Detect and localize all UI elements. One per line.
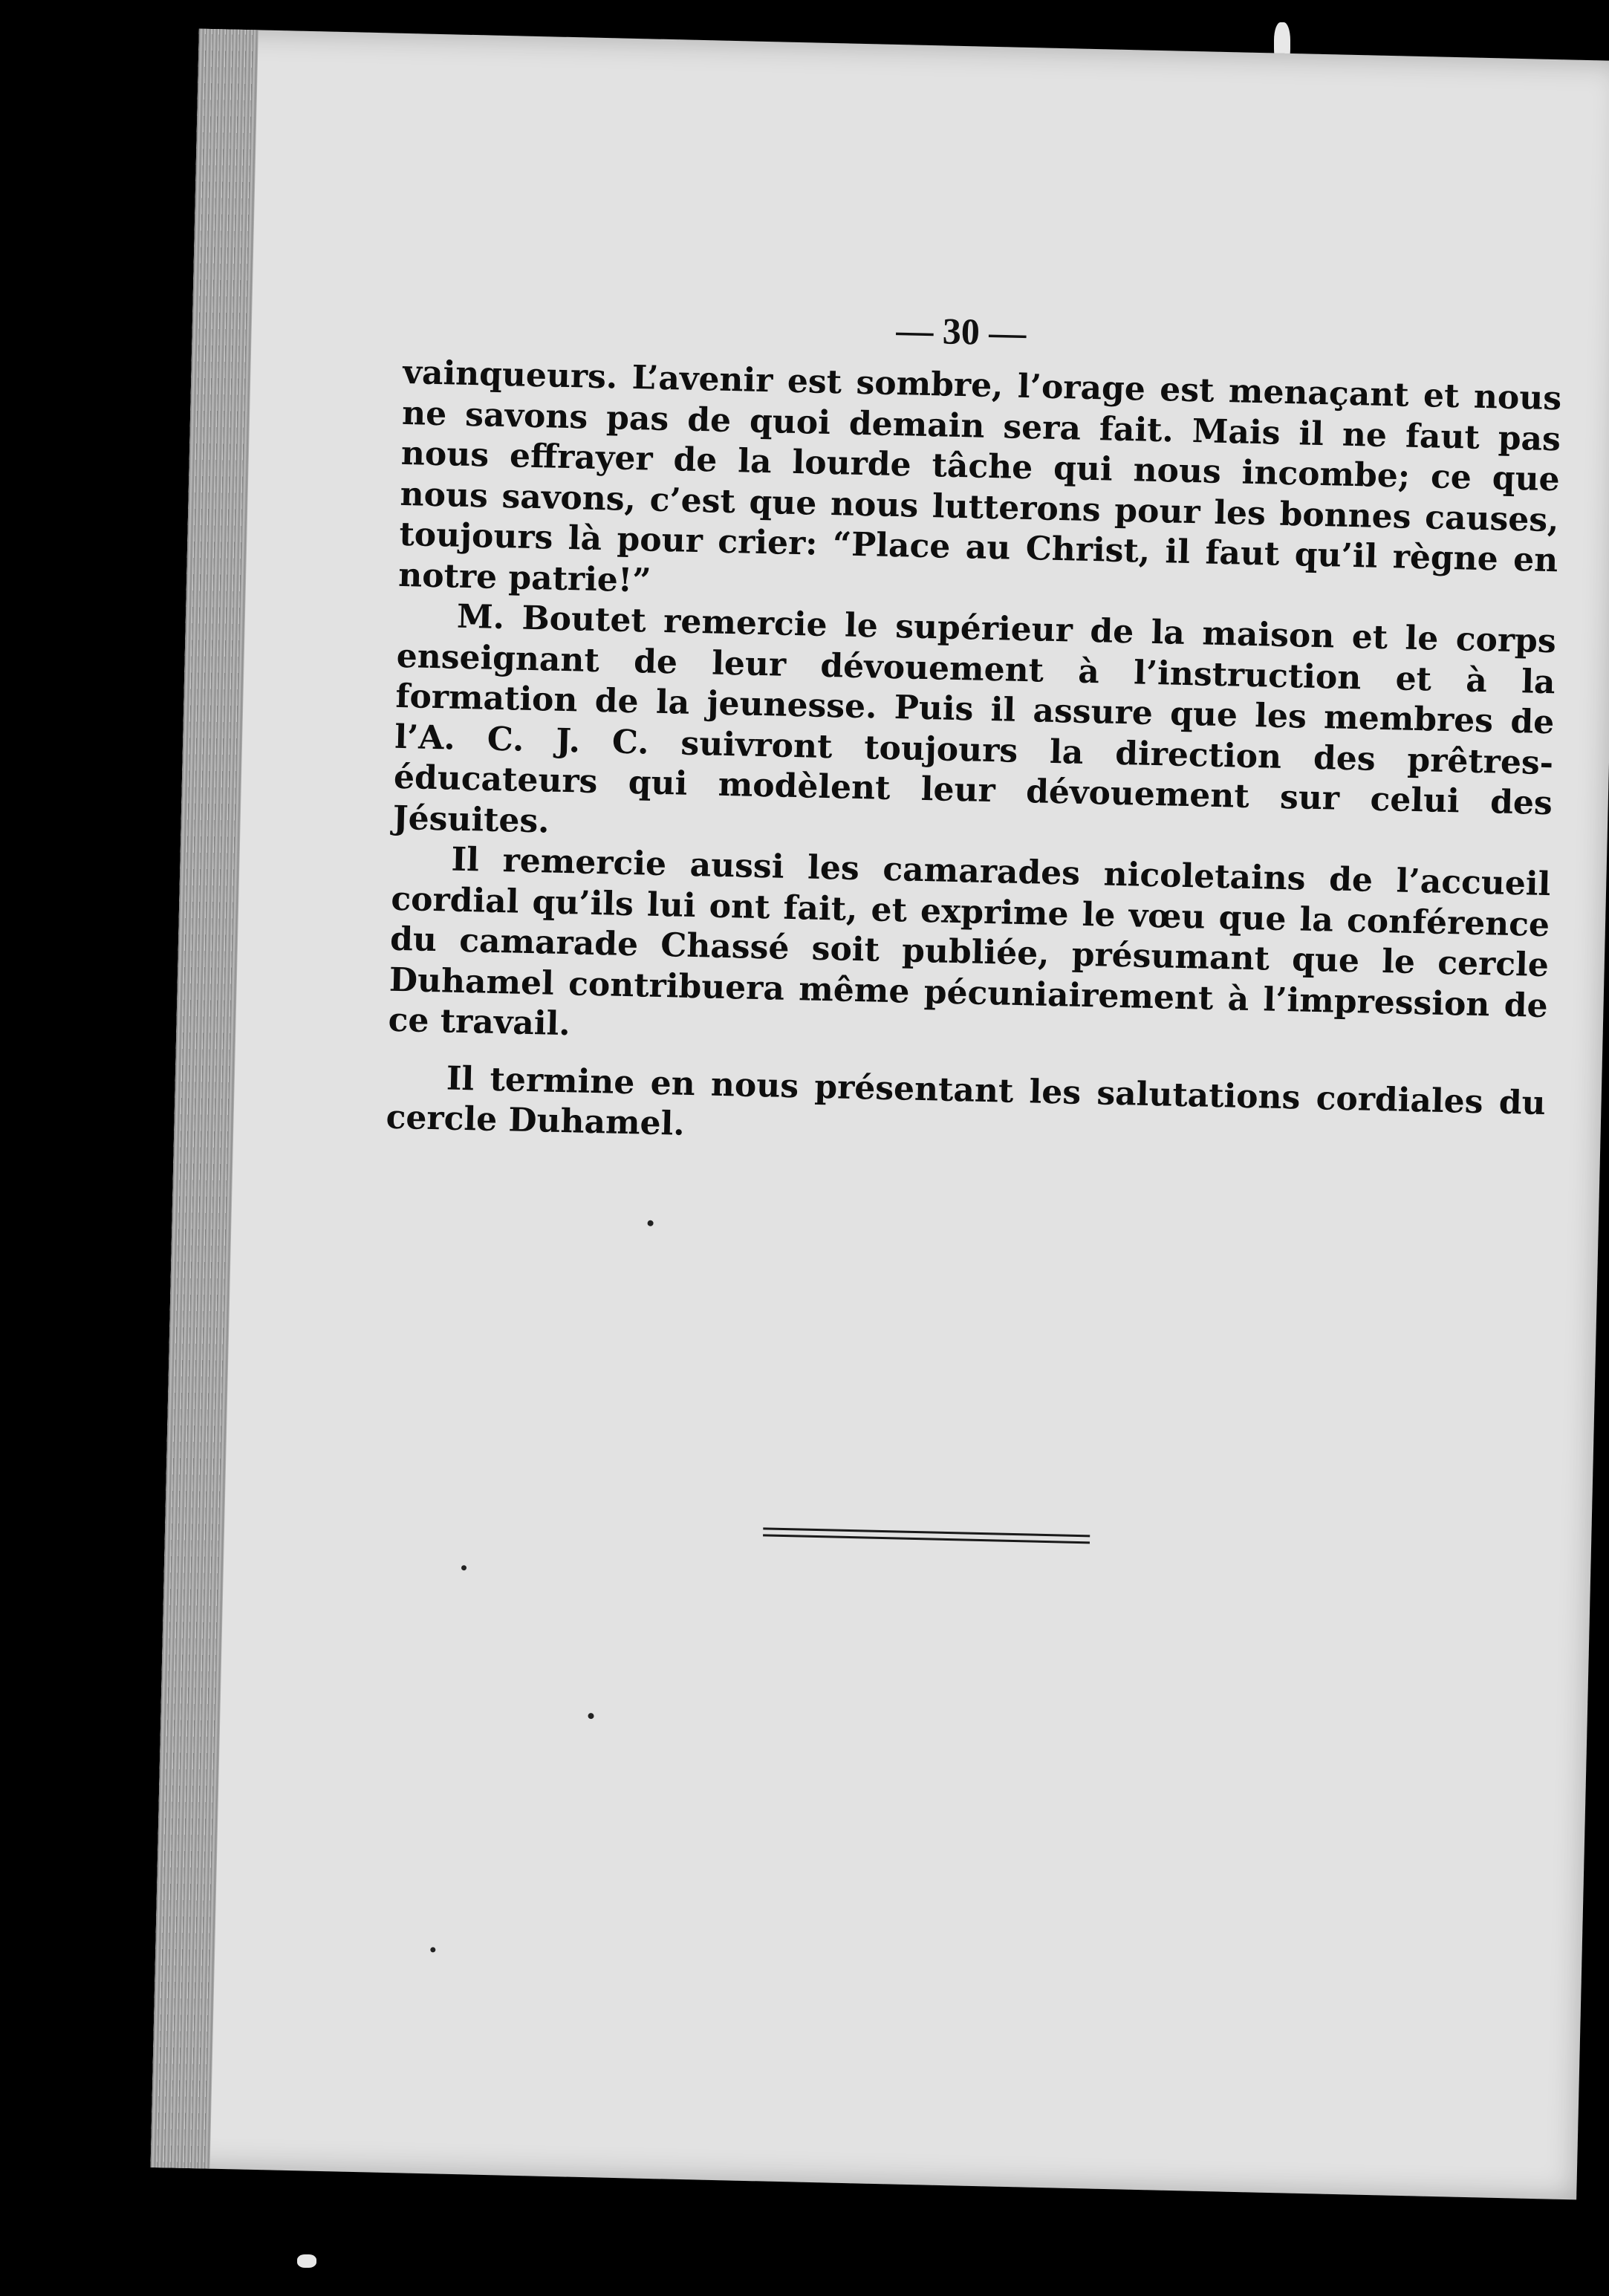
paragraph-2: M. Boutet remercie le supérieur de la maison et le corps enseignant de leur dévouement à l’instruction et à la formation de la jeunesse. Puis il assure que les membres de l’A. C. J. C. suivront toujours la direction des prêtres-éducateurs qui modèlent leur dévouement sur celui des Jésuites. [392,597,1557,841]
body-text [386,353,1562,1165]
page-number: — 30 — [895,308,1027,354]
ink-speck [461,1565,467,1570]
ink-speck [430,1947,435,1952]
paragraph-3: Il remercie aussi les camarades nicoletains de l’accueil cordial qu’ils lui ont fait, et exprime le vœu que la conférence du camarade Chassé soit publiée, présumant que le cercle Duhamel contribuera même pécuniairement à l’impression de ce travail. [388,840,1551,1044]
document-page [151,29,1609,2200]
ink-speck [588,1713,594,1719]
section-divider [763,1527,1090,1545]
ink-speck [647,1220,653,1226]
paragraph-1: vainqueurs. L’avenir est sombre, l’orage est menaçant et nous ne savons pas de quoi demain sera fait. Mais il ne faut pas nous effrayer de la lourde tâche qui nous incombe; ce que nous savons, c’est que nous lutterons pour les bonnes causes, toujours là pour crier: “Place au Christ, il faut qu’il règne en notre patrie!” [397,353,1562,600]
paragraph-4: Il termine en nous présentant les salutations cordiales du cercle Duhamel. [386,1059,1547,1143]
page-binding-edge [151,29,259,2169]
bottom-edge-mark [297,2254,316,2268]
